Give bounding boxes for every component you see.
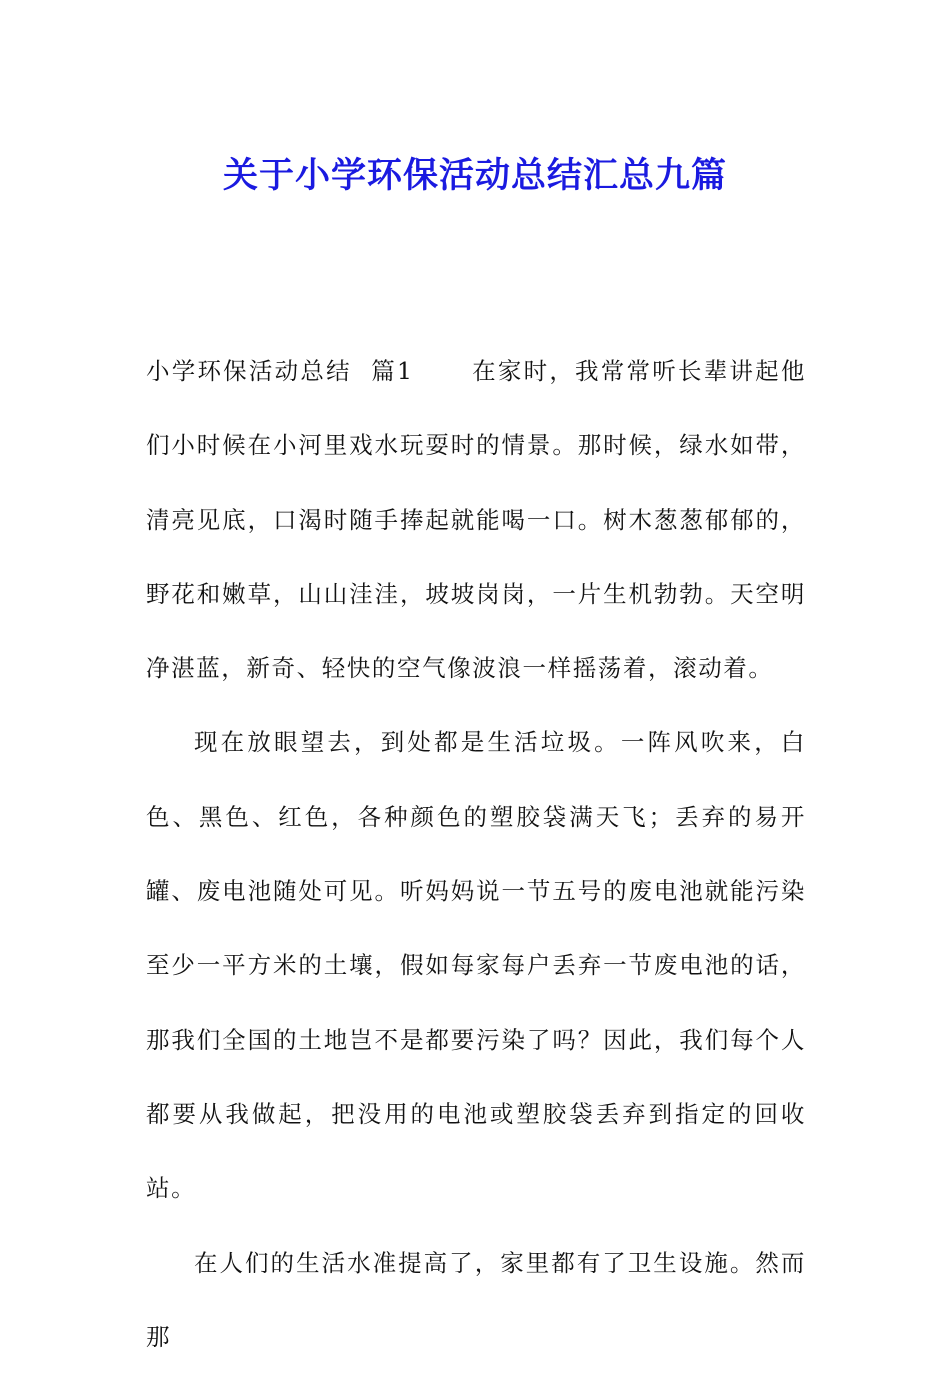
paragraph-text: 在家时，我常常听长辈讲起他们小时候在小河里戏水玩耍时的情景。那时候，绿水如带，清亮见底，口渴时随手捧起就能喝一口。树木葱葱郁郁的，野花和嫩草，山山洼洼，坡坡岗岗，一片生机勃勃。天空明净湛蓝，新奇、轻快的空气像波浪一样摇荡着，滚动着。 (146, 357, 806, 683)
paragraph-3: 在人们的生活水准提高了，家里都有了卫生设施。然而那 (146, 1248, 806, 1351)
section-heading: 小学环保活动总结 篇1 (146, 357, 414, 385)
document-title: 关于小学环保活动总结汇总九篇 (222, 156, 727, 197)
document-body (146, 334, 806, 1374)
paragraph-2: 现在放眼望去，到处都是生活垃圾。一阵风吹来，白色、黑色、红色，各种颜色的塑胶袋满天飞；丢弃的易开罐、废电池随处可见。听妈妈说一节五号的废电池就能污染至少一平方米的土壤，假如每家每户丢弃一节废电池的话，那我们全国的土地岂不是都要污染了吗？因此，我们每个人都要从我做起，把没用的电池或塑胶袋丢弃到指定的回收 站。 (146, 728, 806, 1203)
paragraph-1 (146, 334, 806, 705)
